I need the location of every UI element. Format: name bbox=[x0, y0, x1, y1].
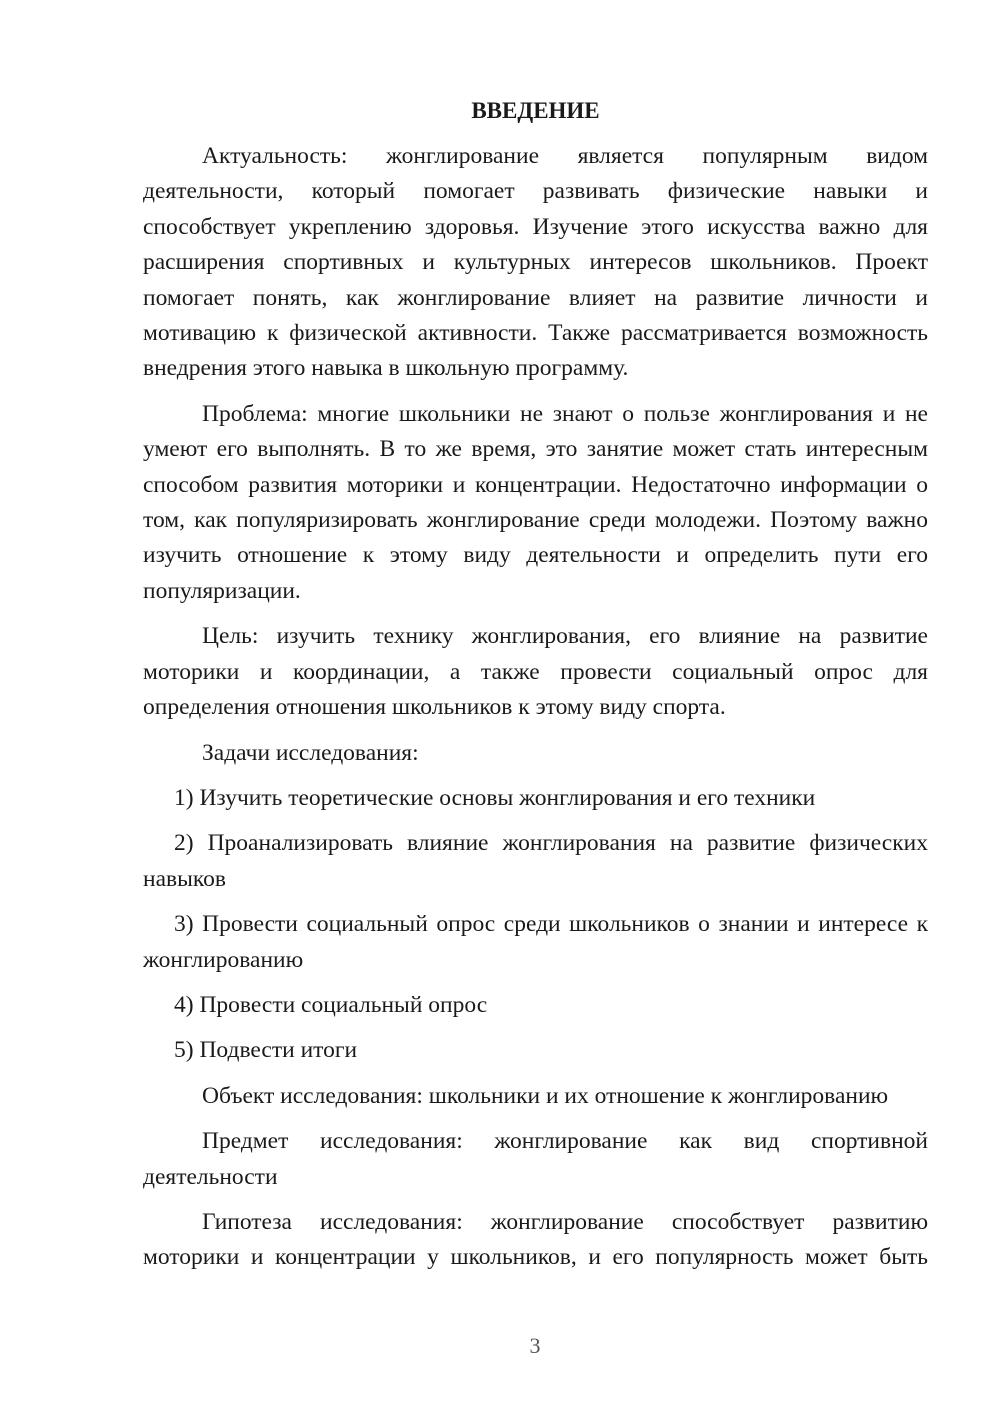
paragraph-relevance: Актуальность: жонглирование является популярным видом деятельности, который помогает развивать физические навыки и способствует укреплению здоровья. Изучение этого искусства важно для расширения спортивных и культурных интересов школьников. Проект помогает понять, как жонглирование влияет на развитие личности и мотивацию к физической активности. Также рассматривается возможность внедрения этого навыка в школьную программу. bbox=[143, 143, 928, 382]
task-item: 2) Проанализировать влияние жонглирования на развитие физических навыков bbox=[143, 830, 928, 892]
task-item: 4) Провести социальный опрос bbox=[174, 991, 488, 1018]
paragraph-object: Объект исследования: школьники и их отношение к жонглированию bbox=[202, 1082, 889, 1109]
paragraph-goal: Цель: изучить технику жонглирования, его влияние на развитие моторики и координации, а также провести социальный опрос для определения отношения школьников к этому виду спорта. bbox=[143, 623, 928, 721]
task-item: 5) Подвести итоги bbox=[174, 1037, 358, 1064]
task-item: 1) Изучить теоретические основы жонглирования и его техники bbox=[174, 784, 816, 811]
page-number: 3 bbox=[529, 1333, 541, 1358]
tasks-heading: Задачи исследования: bbox=[202, 739, 419, 766]
paragraph-hypothesis: Гипотеза исследования: жонглирование способствует развитию моторики и концентрации у школьников, и его популярность может быть bbox=[143, 1208, 928, 1271]
page-content bbox=[143, 93, 928, 1286]
task-item: 3) Провести социальный опрос среди школьников о знании и интересе к жонглированию bbox=[143, 911, 928, 973]
paragraph-problem: Проблема: многие школьники не знают о пользе жонглирования и не умеют его выполнять. В то же время, это занятие может стать интересным способом развития моторики и концентрации. Недостаточно информации о том, как популяризировать жонглирование среди молодежи. Поэтому важно изучить отношение к этому виду деятельности и определить пути его популяризации. bbox=[143, 400, 928, 604]
paragraph-subject: Предмет исследования: жонглирование как вид спортивной деятельности bbox=[143, 1128, 928, 1190]
page-title: ВВЕДЕНИЕ bbox=[471, 98, 600, 123]
